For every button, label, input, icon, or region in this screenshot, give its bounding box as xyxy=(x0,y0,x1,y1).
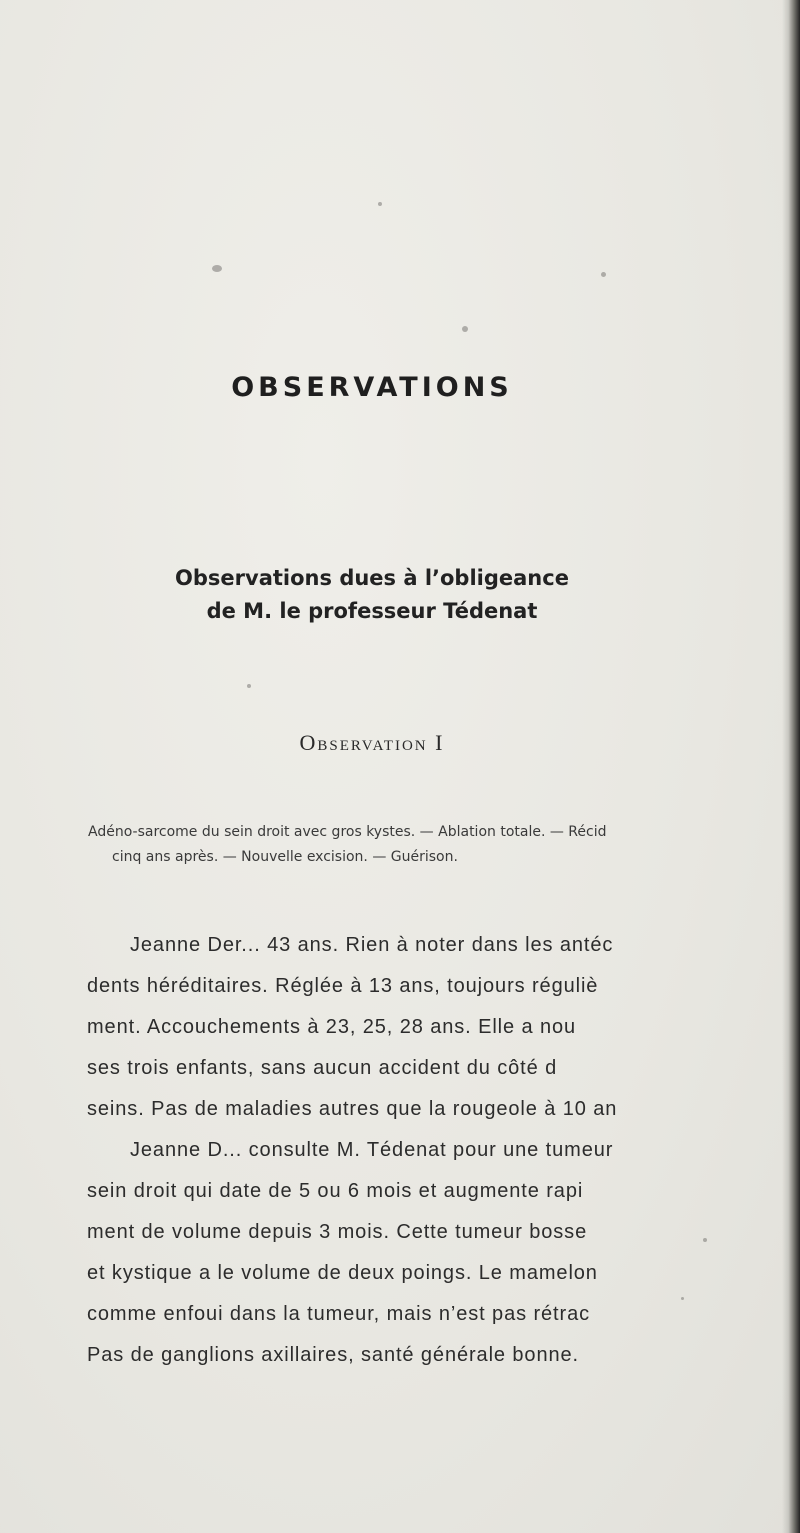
body-line: sein droit qui date de 5 ou 6 mois et augmente rapi xyxy=(87,1180,584,1202)
body-line: ment de volume depuis 3 mois. Cette tumeur bosse xyxy=(87,1221,588,1243)
ink-speck xyxy=(681,1297,684,1300)
body-line: ses trois enfants, sans aucun accident du côté d xyxy=(87,1057,558,1079)
subtitle-line-2: de M. le professeur Tédenat xyxy=(206,599,538,623)
body-line: et kystique a le volume de deux poings. Le mamelon xyxy=(87,1262,598,1284)
summary-line-2: cinq ans après. — Nouvelle excision. — Guérison. xyxy=(112,849,458,865)
ink-speck xyxy=(378,202,382,206)
observation-heading: Observation I xyxy=(299,730,445,755)
subtitle-line-1: Observations dues à l’obligeance xyxy=(175,566,569,590)
body-line: ment. Accouchements à 23, 25, 28 ans. Elle a nou xyxy=(87,1016,577,1038)
body-line: Jeanne Der... 43 ans. Rien à noter dans les antéc xyxy=(130,934,614,956)
body-line: comme enfoui dans la tumeur, mais n’est pas rétrac xyxy=(87,1303,590,1325)
body-line: dents héréditaires. Réglée à 13 ans, toujours réguliè xyxy=(87,975,599,997)
ink-speck xyxy=(247,684,251,688)
ink-speck xyxy=(462,326,468,332)
ink-speck xyxy=(212,265,222,272)
body-line: Pas de ganglions axillaires, santé générale bonne. xyxy=(87,1344,579,1366)
body-line: Jeanne D... consulte M. Tédenat pour une tumeur xyxy=(130,1139,614,1161)
body-line: seins. Pas de maladies autres que la rougeole à 10 an xyxy=(87,1098,618,1120)
page-title: OBSERVATIONS xyxy=(231,372,513,403)
ink-speck xyxy=(601,272,606,277)
summary-line-1: Adéno-sarcome du sein droit avec gros kystes. — Ablation totale. — Récid xyxy=(88,824,607,840)
